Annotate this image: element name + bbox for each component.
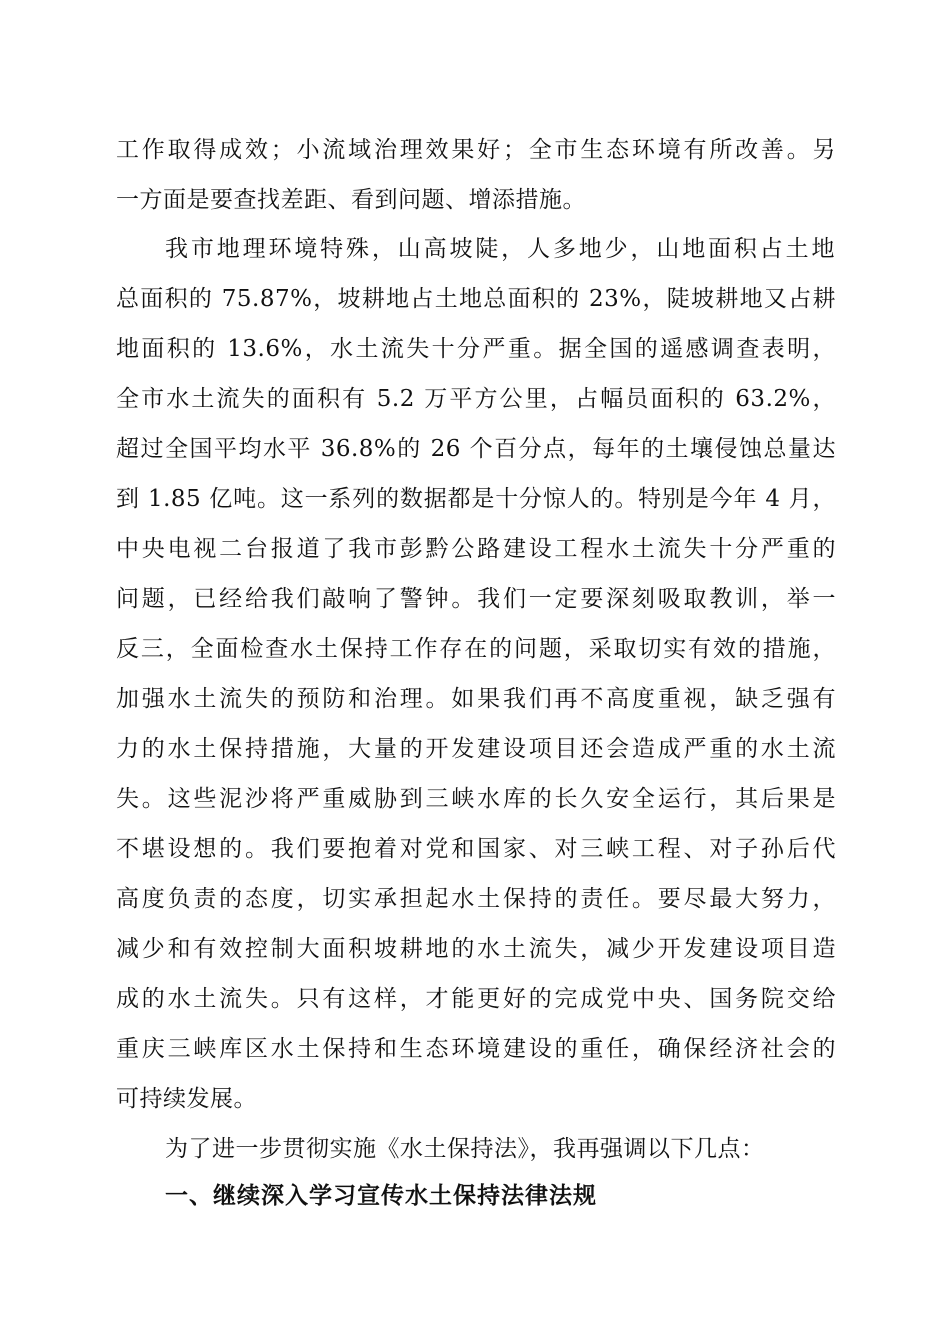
text-line-21: 为了进一步贯彻实施《水土保持法》，我再强调以下几点：: [165, 1136, 765, 1162]
text-line-14: 失。这些泥沙将严重威胁到三峡水库的长久安全运行，其后果是: [116, 786, 836, 812]
text-line-13: 力的水土保持措施，大量的开发建设项目还会造成严重的水土流: [116, 736, 836, 762]
text-line-18: 成的水土流失。只有这样，才能更好的完成党中央、国务院交给: [116, 986, 836, 1012]
text-line-5: 地面积的 13.6%，水土流失十分严重。据全国的遥感调查表明，: [116, 336, 836, 362]
text-line-11: 反三，全面检查水土保持工作存在的问题，采取切实有效的措施，: [116, 636, 836, 662]
text-line-17: 减少和有效控制大面积坡耕地的水土流失，减少开发建设项目造: [116, 936, 836, 962]
section-heading: 一、继续深入学习宣传水土保持法律法规: [165, 1183, 597, 1209]
text-line-15: 不堪设想的。我们要抱着对党和国家、对三峡工程、对子孙后代: [116, 836, 836, 862]
text-line-4: 总面积的 75.87%，坡耕地占土地总面积的 23%，陡坡耕地又占耕: [116, 286, 836, 312]
text-line-1: 工作取得成效；小流域治理效果好；全市生态环境有所改善。另: [116, 137, 836, 163]
text-line-2: 一方面是要查找差距、看到问题、增添措施。: [116, 187, 586, 213]
text-line-16: 高度负责的态度，切实承担起水土保持的责任。要尽最大努力，: [116, 886, 836, 912]
text-line-20: 可持续发展。: [116, 1086, 257, 1112]
text-line-10: 问题，已经给我们敲响了警钟。我们一定要深刻吸取教训，举一: [116, 586, 836, 612]
text-line-19: 重庆三峡库区水土保持和生态环境建设的重任，确保经济社会的: [116, 1036, 836, 1062]
text-line-8: 到 1.85 亿吨。这一系列的数据都是十分惊人的。特别是今年 4 月，: [116, 486, 836, 512]
text-line-7: 超过全国平均水平 36.8%的 26 个百分点，每年的土壤侵蚀总量达: [116, 436, 836, 462]
text-line-6: 全市水土流失的面积有 5.2 万平方公里，占幅员面积的 63.2%，: [116, 386, 836, 412]
text-line-12: 加强水土流失的预防和治理。如果我们再不高度重视，缺乏强有: [116, 686, 836, 712]
text-line-3: 我市地理环境特殊，山高坡陡，人多地少，山地面积占土地: [165, 236, 835, 262]
text-line-9: 中央电视二台报道了我市彭黔公路建设工程水土流失十分严重的: [116, 536, 836, 562]
